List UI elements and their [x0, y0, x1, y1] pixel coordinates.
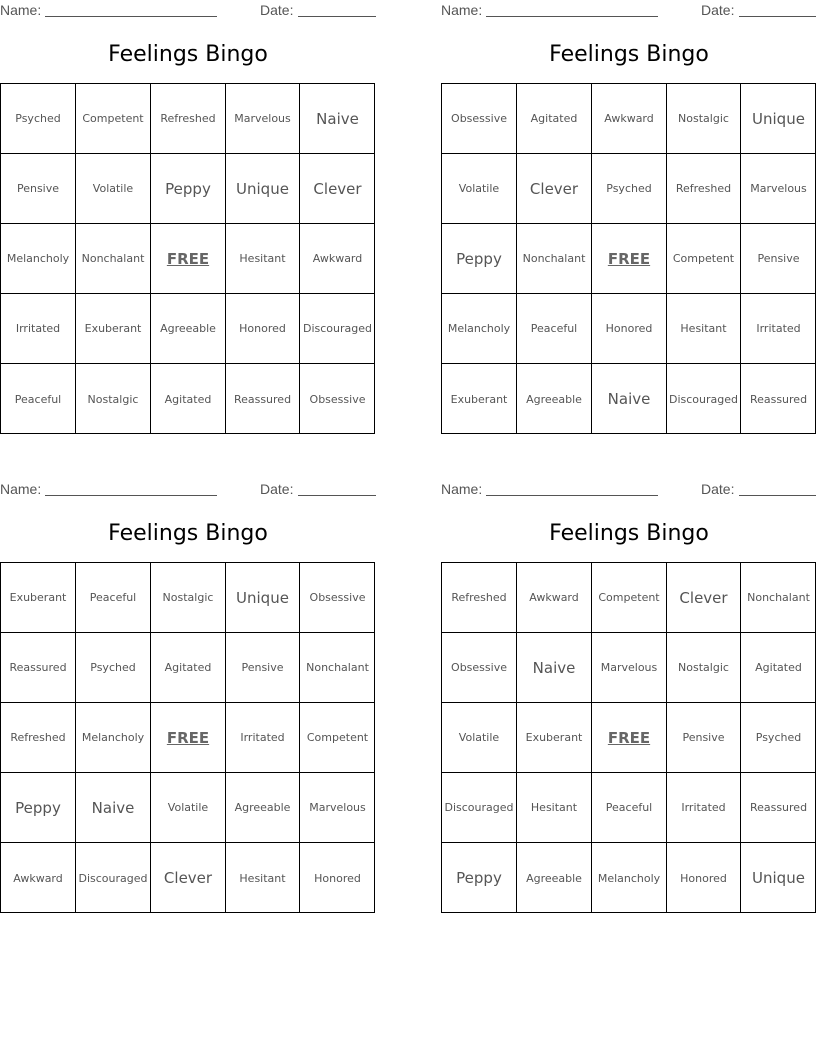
bingo-cell: Agitated — [517, 84, 592, 154]
name-label: Name: — [0, 2, 42, 18]
bingo-grid — [441, 83, 816, 434]
bingo-cell: Psyched — [1, 84, 76, 154]
bingo-grid — [0, 562, 375, 913]
bingo-cell: Reassured — [226, 364, 300, 434]
bingo-cell: Nostalgic — [151, 563, 226, 633]
free-space-cell: FREE — [151, 703, 226, 773]
name-blank-line — [45, 495, 217, 496]
bingo-cell: Obsessive — [442, 84, 517, 154]
bingo-cell: Hesitant — [517, 773, 592, 843]
bingo-cell: Agitated — [741, 633, 816, 703]
bingo-cell: Peaceful — [517, 294, 592, 364]
bingo-cell: Unique — [741, 84, 816, 154]
bingo-cell: Refreshed — [442, 563, 517, 633]
date-blank-line — [739, 16, 816, 17]
bingo-cell: Pensive — [1, 154, 76, 224]
bingo-cell: Hesitant — [226, 224, 300, 294]
bingo-cell: Competent — [592, 563, 667, 633]
bingo-cell: Psyched — [76, 633, 151, 703]
bingo-card — [441, 0, 816, 430]
bingo-cell: Discouraged — [667, 364, 741, 434]
bingo-cell: Clever — [517, 154, 592, 224]
name-blank-line — [45, 16, 217, 17]
bingo-cell: Melancholy — [76, 703, 151, 773]
bingo-cell: Peppy — [1, 773, 76, 843]
date-blank-line — [298, 16, 376, 17]
bingo-cell: Reassured — [741, 773, 816, 843]
bingo-cell: Marvelous — [300, 773, 375, 843]
bingo-cell: Discouraged — [300, 294, 375, 364]
card-title: Feelings Bingo — [549, 42, 709, 67]
bingo-cell: Volatile — [151, 773, 226, 843]
bingo-cell: Agreeable — [517, 843, 592, 913]
bingo-cell: Discouraged — [442, 773, 517, 843]
bingo-cell: Nonchalant — [76, 224, 151, 294]
bingo-cell: Exuberant — [1, 563, 76, 633]
bingo-cell: Unique — [226, 563, 300, 633]
bingo-cell: Marvelous — [226, 84, 300, 154]
bingo-cell: Obsessive — [309, 392, 366, 406]
free-space-cell: FREE — [592, 703, 667, 773]
bingo-cell: Awkward — [300, 224, 375, 294]
bingo-cell: Irritated — [667, 773, 741, 843]
card-header — [0, 479, 376, 501]
date-label: Date: — [260, 481, 294, 497]
bingo-cell: Pensive — [667, 703, 741, 773]
name-label: Name: — [441, 481, 483, 497]
bingo-cell: Nostalgic — [76, 364, 151, 434]
bingo-cell: Psyched — [592, 154, 667, 224]
bingo-grid — [441, 562, 816, 913]
card-header — [0, 0, 376, 22]
date-label: Date: — [701, 2, 735, 18]
date-blank-line — [298, 495, 376, 496]
bingo-cell: Awkward — [517, 563, 592, 633]
bingo-cell: Nonchalant — [741, 563, 816, 633]
card-title: Feelings Bingo — [108, 42, 268, 67]
bingo-cell: Nostalgic — [667, 84, 741, 154]
bingo-cell: Nonchalant — [517, 224, 592, 294]
bingo-cell: Agitated — [151, 364, 226, 434]
date-label: Date: — [701, 481, 735, 497]
bingo-cell: Refreshed — [151, 84, 226, 154]
bingo-cell: Pensive — [741, 224, 816, 294]
bingo-cell: Honored — [592, 294, 667, 364]
bingo-cell: Irritated — [1, 294, 76, 364]
bingo-cell: Honored — [226, 294, 300, 364]
bingo-cell: Competent — [667, 224, 741, 294]
bingo-cell: Irritated — [741, 294, 816, 364]
bingo-cell: Obsessive — [300, 563, 375, 633]
bingo-cell: Clever — [151, 843, 226, 913]
bingo-cell: Obsessive — [442, 633, 517, 703]
bingo-card — [0, 479, 376, 909]
bingo-cell: Volatile — [442, 154, 517, 224]
bingo-cell: Awkward — [1, 843, 76, 913]
bingo-cell: Hesitant — [667, 294, 741, 364]
bingo-card — [441, 479, 816, 909]
bingo-cell: Peppy — [442, 843, 517, 913]
bingo-cell: Unique — [752, 869, 805, 887]
bingo-cell: Naive — [76, 773, 151, 843]
bingo-cell: Pensive — [226, 633, 300, 703]
free-space-cell: FREE — [151, 224, 226, 294]
bingo-cell: Peppy — [151, 154, 226, 224]
bingo-cell: Melancholy — [442, 294, 517, 364]
name-label: Name: — [441, 2, 483, 18]
bingo-cell: Discouraged — [76, 843, 151, 913]
date-blank-line — [739, 495, 816, 496]
bingo-cell: Honored — [667, 843, 741, 913]
bingo-cell: Refreshed — [667, 154, 741, 224]
bingo-cell: Peppy — [442, 224, 517, 294]
name-label: Name: — [0, 481, 42, 497]
bingo-cell: Honored — [314, 871, 361, 885]
bingo-cell: Agreeable — [151, 294, 226, 364]
bingo-cell: Unique — [226, 154, 300, 224]
bingo-cell: Competent — [300, 703, 375, 773]
card-title: Feelings Bingo — [108, 521, 268, 546]
card-header — [441, 479, 816, 501]
bingo-cell: Irritated — [226, 703, 300, 773]
bingo-cell: Clever — [300, 154, 375, 224]
bingo-cell: Melancholy — [592, 843, 667, 913]
bingo-cell: Agreeable — [226, 773, 300, 843]
card-header — [441, 0, 816, 22]
bingo-cell: Naive — [517, 633, 592, 703]
bingo-cell: Exuberant — [76, 294, 151, 364]
bingo-cell: Clever — [667, 563, 741, 633]
bingo-cell: Peaceful — [76, 563, 151, 633]
bingo-cell: Reassured — [1, 633, 76, 703]
date-label: Date: — [260, 2, 294, 18]
bingo-cell: Competent — [76, 84, 151, 154]
bingo-cell: Exuberant — [442, 364, 517, 434]
bingo-cell: Marvelous — [592, 633, 667, 703]
bingo-cell: Marvelous — [741, 154, 816, 224]
bingo-cell: Peaceful — [592, 773, 667, 843]
bingo-cell: Melancholy — [1, 224, 76, 294]
bingo-cell: Awkward — [592, 84, 667, 154]
bingo-cell: Volatile — [76, 154, 151, 224]
bingo-cell: Refreshed — [1, 703, 76, 773]
bingo-cell: Agitated — [151, 633, 226, 703]
bingo-cell: Reassured — [749, 392, 808, 406]
name-blank-line — [486, 495, 658, 496]
bingo-cell: Naive — [300, 84, 375, 154]
bingo-cell: Psyched — [741, 703, 816, 773]
bingo-cell: Nostalgic — [667, 633, 741, 703]
bingo-cell: Agreeable — [517, 364, 592, 434]
name-blank-line — [486, 16, 658, 17]
bingo-cell: Peaceful — [1, 364, 76, 434]
card-title: Feelings Bingo — [549, 521, 709, 546]
bingo-cell: Hesitant — [226, 843, 300, 913]
bingo-cell: Naive — [592, 364, 667, 434]
bingo-cell: Volatile — [442, 703, 517, 773]
bingo-cell: Exuberant — [517, 703, 592, 773]
bingo-cell: Nonchalant — [300, 633, 375, 703]
bingo-grid — [0, 83, 375, 434]
bingo-card — [0, 0, 376, 430]
free-space-cell: FREE — [592, 224, 667, 294]
